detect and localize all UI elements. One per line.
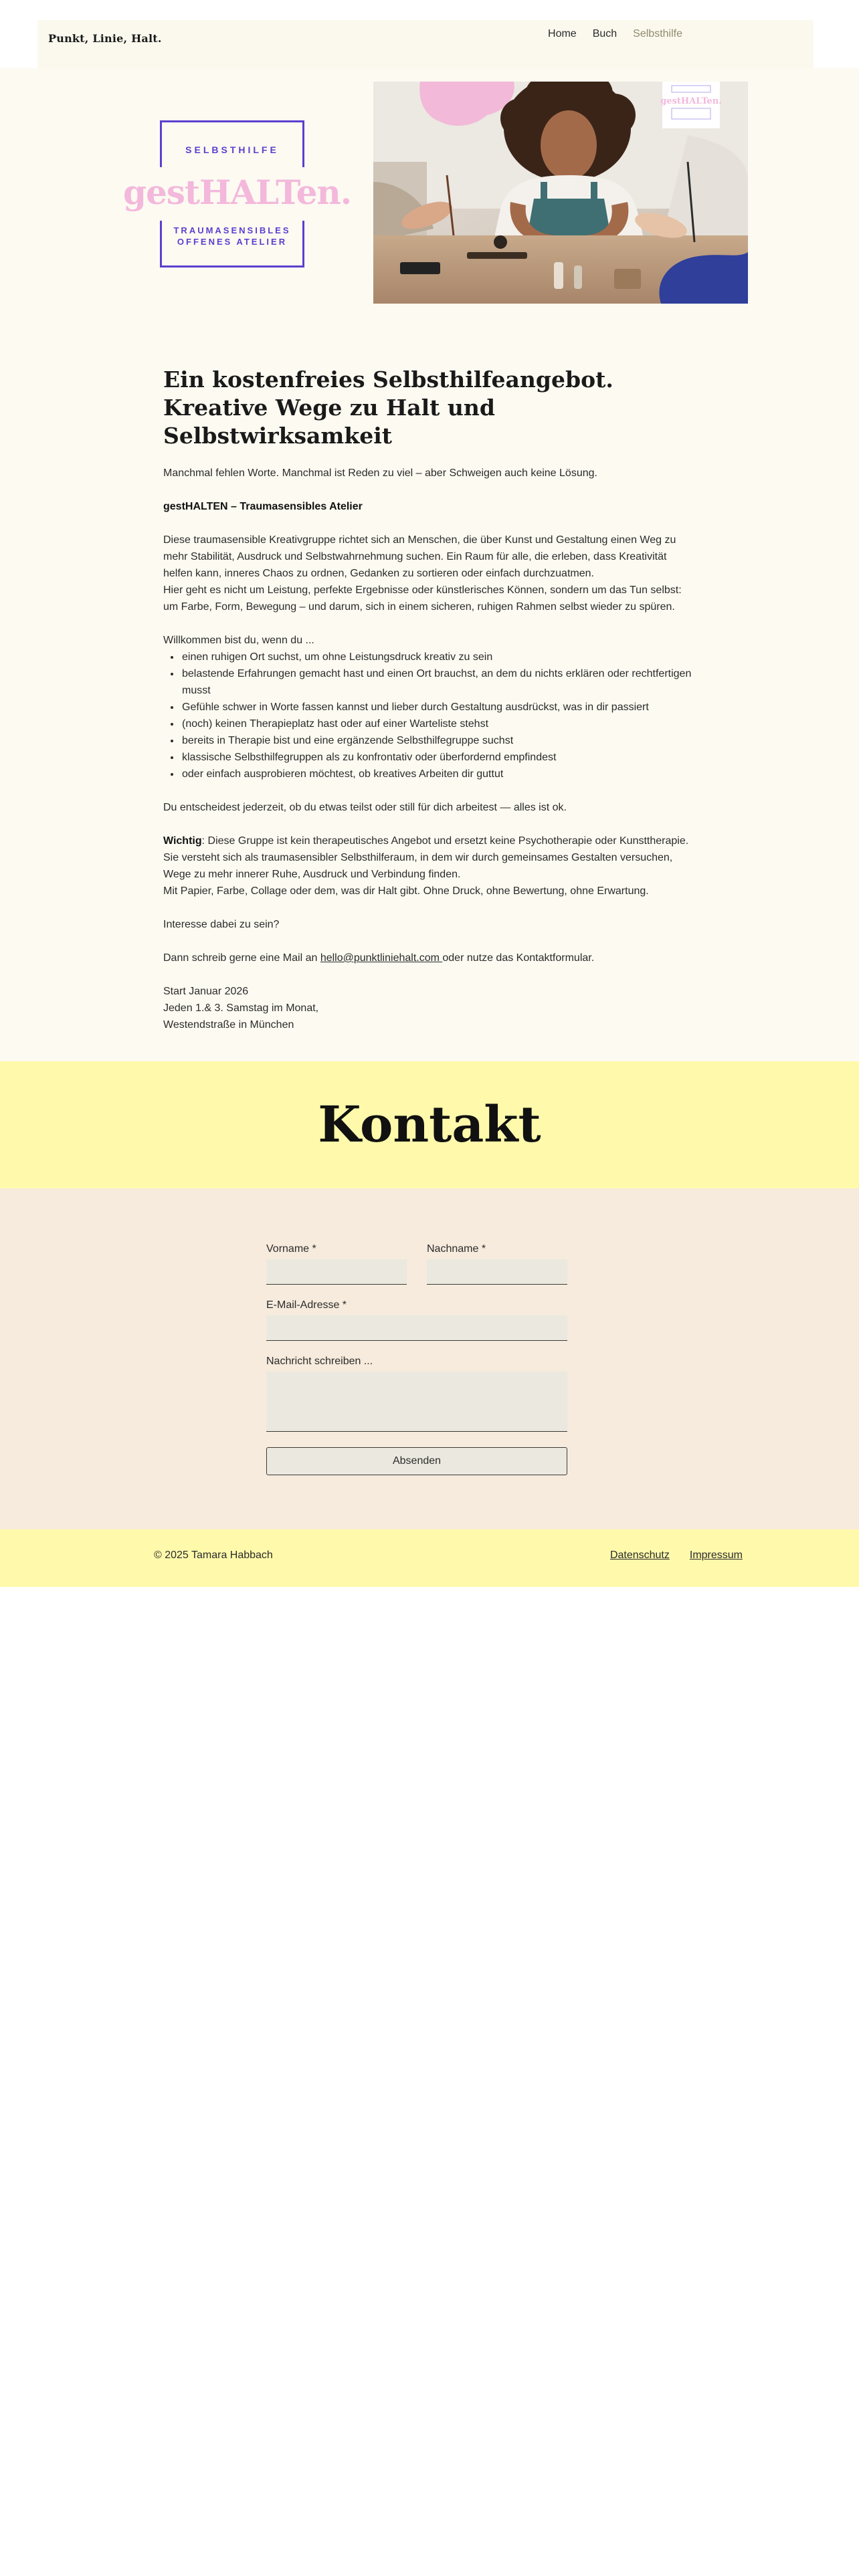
decide-text: Du entscheidest jederzeit, ob du etwas teilst oder still für dich arbeitest — alles ist ok.: [163, 802, 567, 813]
list-item: • einen ruhigen Ort suchst, um ohne Leistungsdruck kreativ zu sein: [181, 649, 698, 665]
email-link[interactable]: hello@punktliniehalt.com: [320, 952, 443, 964]
contact-form: [266, 1243, 567, 1475]
privacy-link[interactable]: Datenschutz: [609, 1549, 670, 1561]
site-footer: [0, 1529, 859, 1587]
main-nav: [548, 28, 682, 40]
page-title-line1: Ein kostenfreies Selbsthilfeangebot.: [163, 366, 613, 393]
contact-form-section: [0, 1188, 859, 1529]
list-item: • Gefühle schwer in Worte fassen kannst und lieber durch Gestaltung ausdrückst, was in dir passiert: [181, 699, 698, 716]
workshop-photo: [373, 82, 748, 304]
materials-text: Mit Papier, Farbe, Collage oder dem, was dir Halt gibt. Ohne Druck, ohne Bewertung, ohne Erwartung.: [163, 885, 649, 897]
mini-logo-text: gestHALTen.: [660, 96, 722, 106]
nav-home[interactable]: Home: [548, 28, 577, 39]
imprint-link[interactable]: Impressum: [689, 1549, 743, 1561]
message-label: Nachricht schreiben ...: [266, 1356, 373, 1367]
message-field[interactable]: [266, 1372, 567, 1432]
logo-bottom-line2: OFFENES ATELIER: [177, 237, 288, 247]
mail-suffix: oder nutze das Kontaktformular.: [442, 952, 595, 964]
interest-question: Interesse dabei zu sein?: [163, 919, 280, 930]
nav-selbsthilfe[interactable]: Selbsthilfe: [633, 28, 682, 39]
gesthalten-logo: [123, 120, 352, 267]
meeting-place: Westendstraße in München: [163, 1019, 294, 1031]
page-title-line2: Kreative Wege zu Halt und Selbstwirksamkeit: [163, 395, 495, 449]
first-name-group: [266, 1243, 407, 1285]
name-row: [266, 1243, 567, 1285]
important-note: [163, 833, 698, 883]
footer-links: [610, 1549, 743, 1562]
first-name-field[interactable]: [266, 1259, 407, 1285]
site-header: [37, 20, 814, 68]
site-brand[interactable]: Punkt, Linie, Halt.: [48, 32, 162, 45]
copyright-text: © 2025 Tamara Habbach: [154, 1549, 273, 1561]
workshop-photo-illustration: [373, 82, 748, 304]
mail-prefix: Dann schreib gerne eine Mail an: [163, 952, 320, 964]
list-item: • (noch) keinen Therapieplatz hast oder auf einer Warteliste stehst: [181, 716, 698, 732]
logo-bottom-text: [160, 221, 304, 247]
first-name-label: Vorname *: [266, 1243, 316, 1255]
email-field[interactable]: [266, 1315, 567, 1341]
description-paragraph-1: Diese traumasensible Kreativgruppe richtet sich an Menschen, die über Kunst und Gestaltung einen Weg zu mehr Stabilität, Ausdruck und Selbstwahrnehmung suchen. Ein Raum für alle, die erleben, dass Kreativität helfen kann, inneres Chaos zu ordnen, Gedanken zu sortieren oder einfach durchzuatmen.: [163, 534, 676, 579]
list-item: • klassische Selbsthilfegruppen als zu konfrontativ oder überfordernd empfindest: [181, 749, 698, 766]
contact-banner: [0, 1061, 859, 1188]
logo-bottom-line1: TRAUMASENSIBLES: [173, 225, 291, 235]
list-item: • bereits in Therapie bist und eine ergänzende Selbsthilfegruppe suchst: [181, 732, 698, 749]
hero-section: [0, 68, 859, 1061]
logo-frame-top: [160, 120, 304, 167]
logo-top-text: SELBSTHILFE: [185, 144, 279, 155]
description-paragraph-2: Hier geht es nicht um Leistung, perfekte Ergebnisse oder künstlerisches Können, sondern um das Tun selbst: um Farbe, Form, Bewegung – und darum, sich in einem sicheren, ruhigen Rahmen selbst wieder zu spüren.: [163, 584, 682, 613]
list-item: • belastende Erfahrungen gemacht hast und einen Ort brauchst, an dem du nichts erklären oder rechtfertigen musst: [181, 665, 698, 699]
last-name-label: Nachname *: [427, 1243, 486, 1255]
contact-title: Kontakt: [318, 1096, 541, 1154]
meeting-dates: Jeden 1.& 3. Samstag im Monat,: [163, 1002, 319, 1014]
submit-button[interactable]: Absenden: [266, 1447, 567, 1475]
last-name-field[interactable]: [427, 1259, 567, 1285]
audience-list: [181, 649, 698, 782]
important-text: : Diese Gruppe ist kein therapeutisches Angebot und ersetzt keine Psychotherapie oder Kunsttherapie. Sie versteht sich als traumasensibler Selbsthilferaum, in dem wir durch gemeinsames Gestalten versuchen, Wege zu mehr innerer Ruhe, Ausdruck und Verbindung finden.: [163, 835, 689, 880]
start-date: Start Januar 2026: [163, 986, 249, 997]
email-label: E-Mail-Adresse *: [266, 1299, 347, 1311]
main-content: [163, 366, 698, 1033]
list-item: • oder einfach ausprobieren möchtest, ob kreatives Arbeiten dir guttut: [181, 766, 698, 782]
last-name-group: [427, 1243, 567, 1285]
logo-main-text: gestHALTen.: [123, 173, 352, 212]
nav-buch[interactable]: Buch: [592, 28, 617, 39]
welcome-text: Willkommen bist du, wenn du ...: [163, 635, 314, 646]
contact-invite: [163, 950, 698, 966]
page-title: [163, 366, 698, 450]
intro-text: Manchmal fehlen Worte. Manchmal ist Reden zu viel – aber Schweigen auch keine Lösung.: [163, 467, 597, 479]
section-subtitle: gestHALTEN – Traumasensibles Atelier: [163, 501, 363, 512]
important-label: Wichtig: [163, 835, 202, 847]
